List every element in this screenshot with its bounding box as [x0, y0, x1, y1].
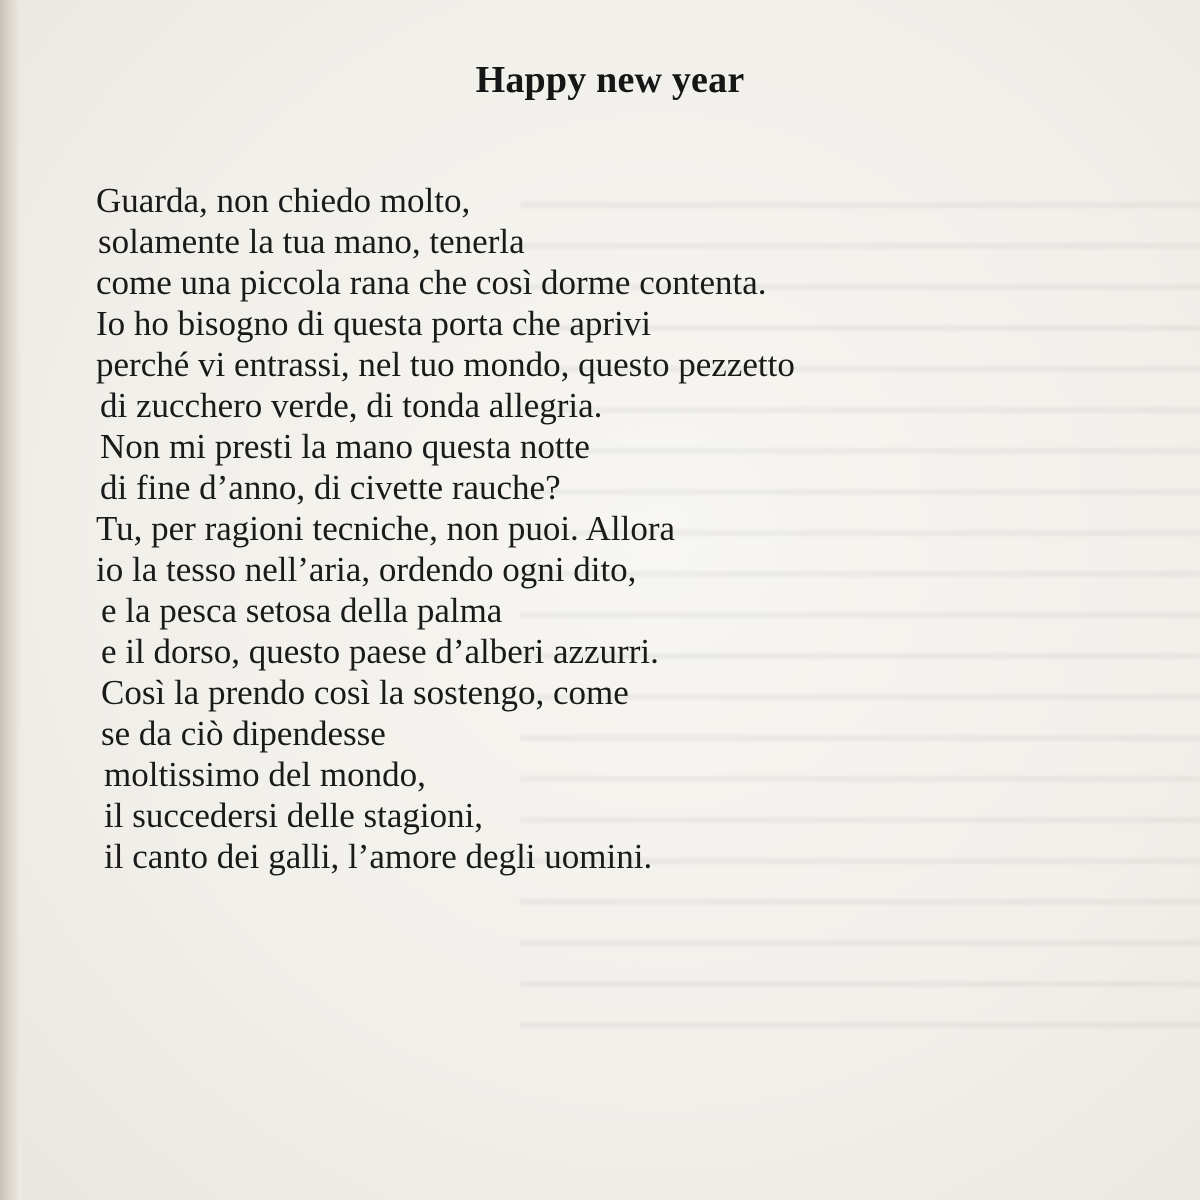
poem-line: di fine d’anno, di civette rauche?	[100, 468, 561, 507]
poem-line: Io ho bisogno di questa porta che aprivi	[96, 304, 652, 343]
poem-line: Così la prendo così la sostengo, come	[101, 673, 629, 712]
poem-line: Guarda, non chiedo molto,	[96, 181, 471, 220]
poem-line: se da ciò dipendesse	[101, 714, 386, 753]
poem-line: Tu, per ragioni tecniche, non puoi. Allora	[96, 509, 676, 548]
poem-line: Non mi presti la mano questa notte	[100, 427, 590, 466]
poem-line: il succedersi delle stagioni,	[104, 796, 484, 835]
poem-line: solamente la tua mano, tenerla	[98, 222, 525, 261]
poem-line: io la tesso nell’aria, ordendo ogni dito,	[96, 550, 637, 589]
poem-line: di zucchero verde, di tonda allegria.	[100, 386, 603, 425]
poem-line: perché vi entrassi, nel tuo mondo, questo pezzetto	[96, 345, 795, 384]
poem-line: il canto dei galli, l’amore degli uomini.	[104, 837, 653, 876]
poem-title: Happy new year	[475, 59, 745, 101]
poem-line: e il dorso, questo paese d’alberi azzurri.	[101, 632, 659, 671]
poem-line: moltissimo del mondo,	[104, 755, 426, 794]
page-gutter	[0, 0, 22, 1200]
poem-line: come una piccola rana che così dorme contenta.	[96, 263, 767, 302]
poem-line: e la pesca setosa della palma	[101, 591, 503, 630]
poem-body	[96, 180, 795, 877]
